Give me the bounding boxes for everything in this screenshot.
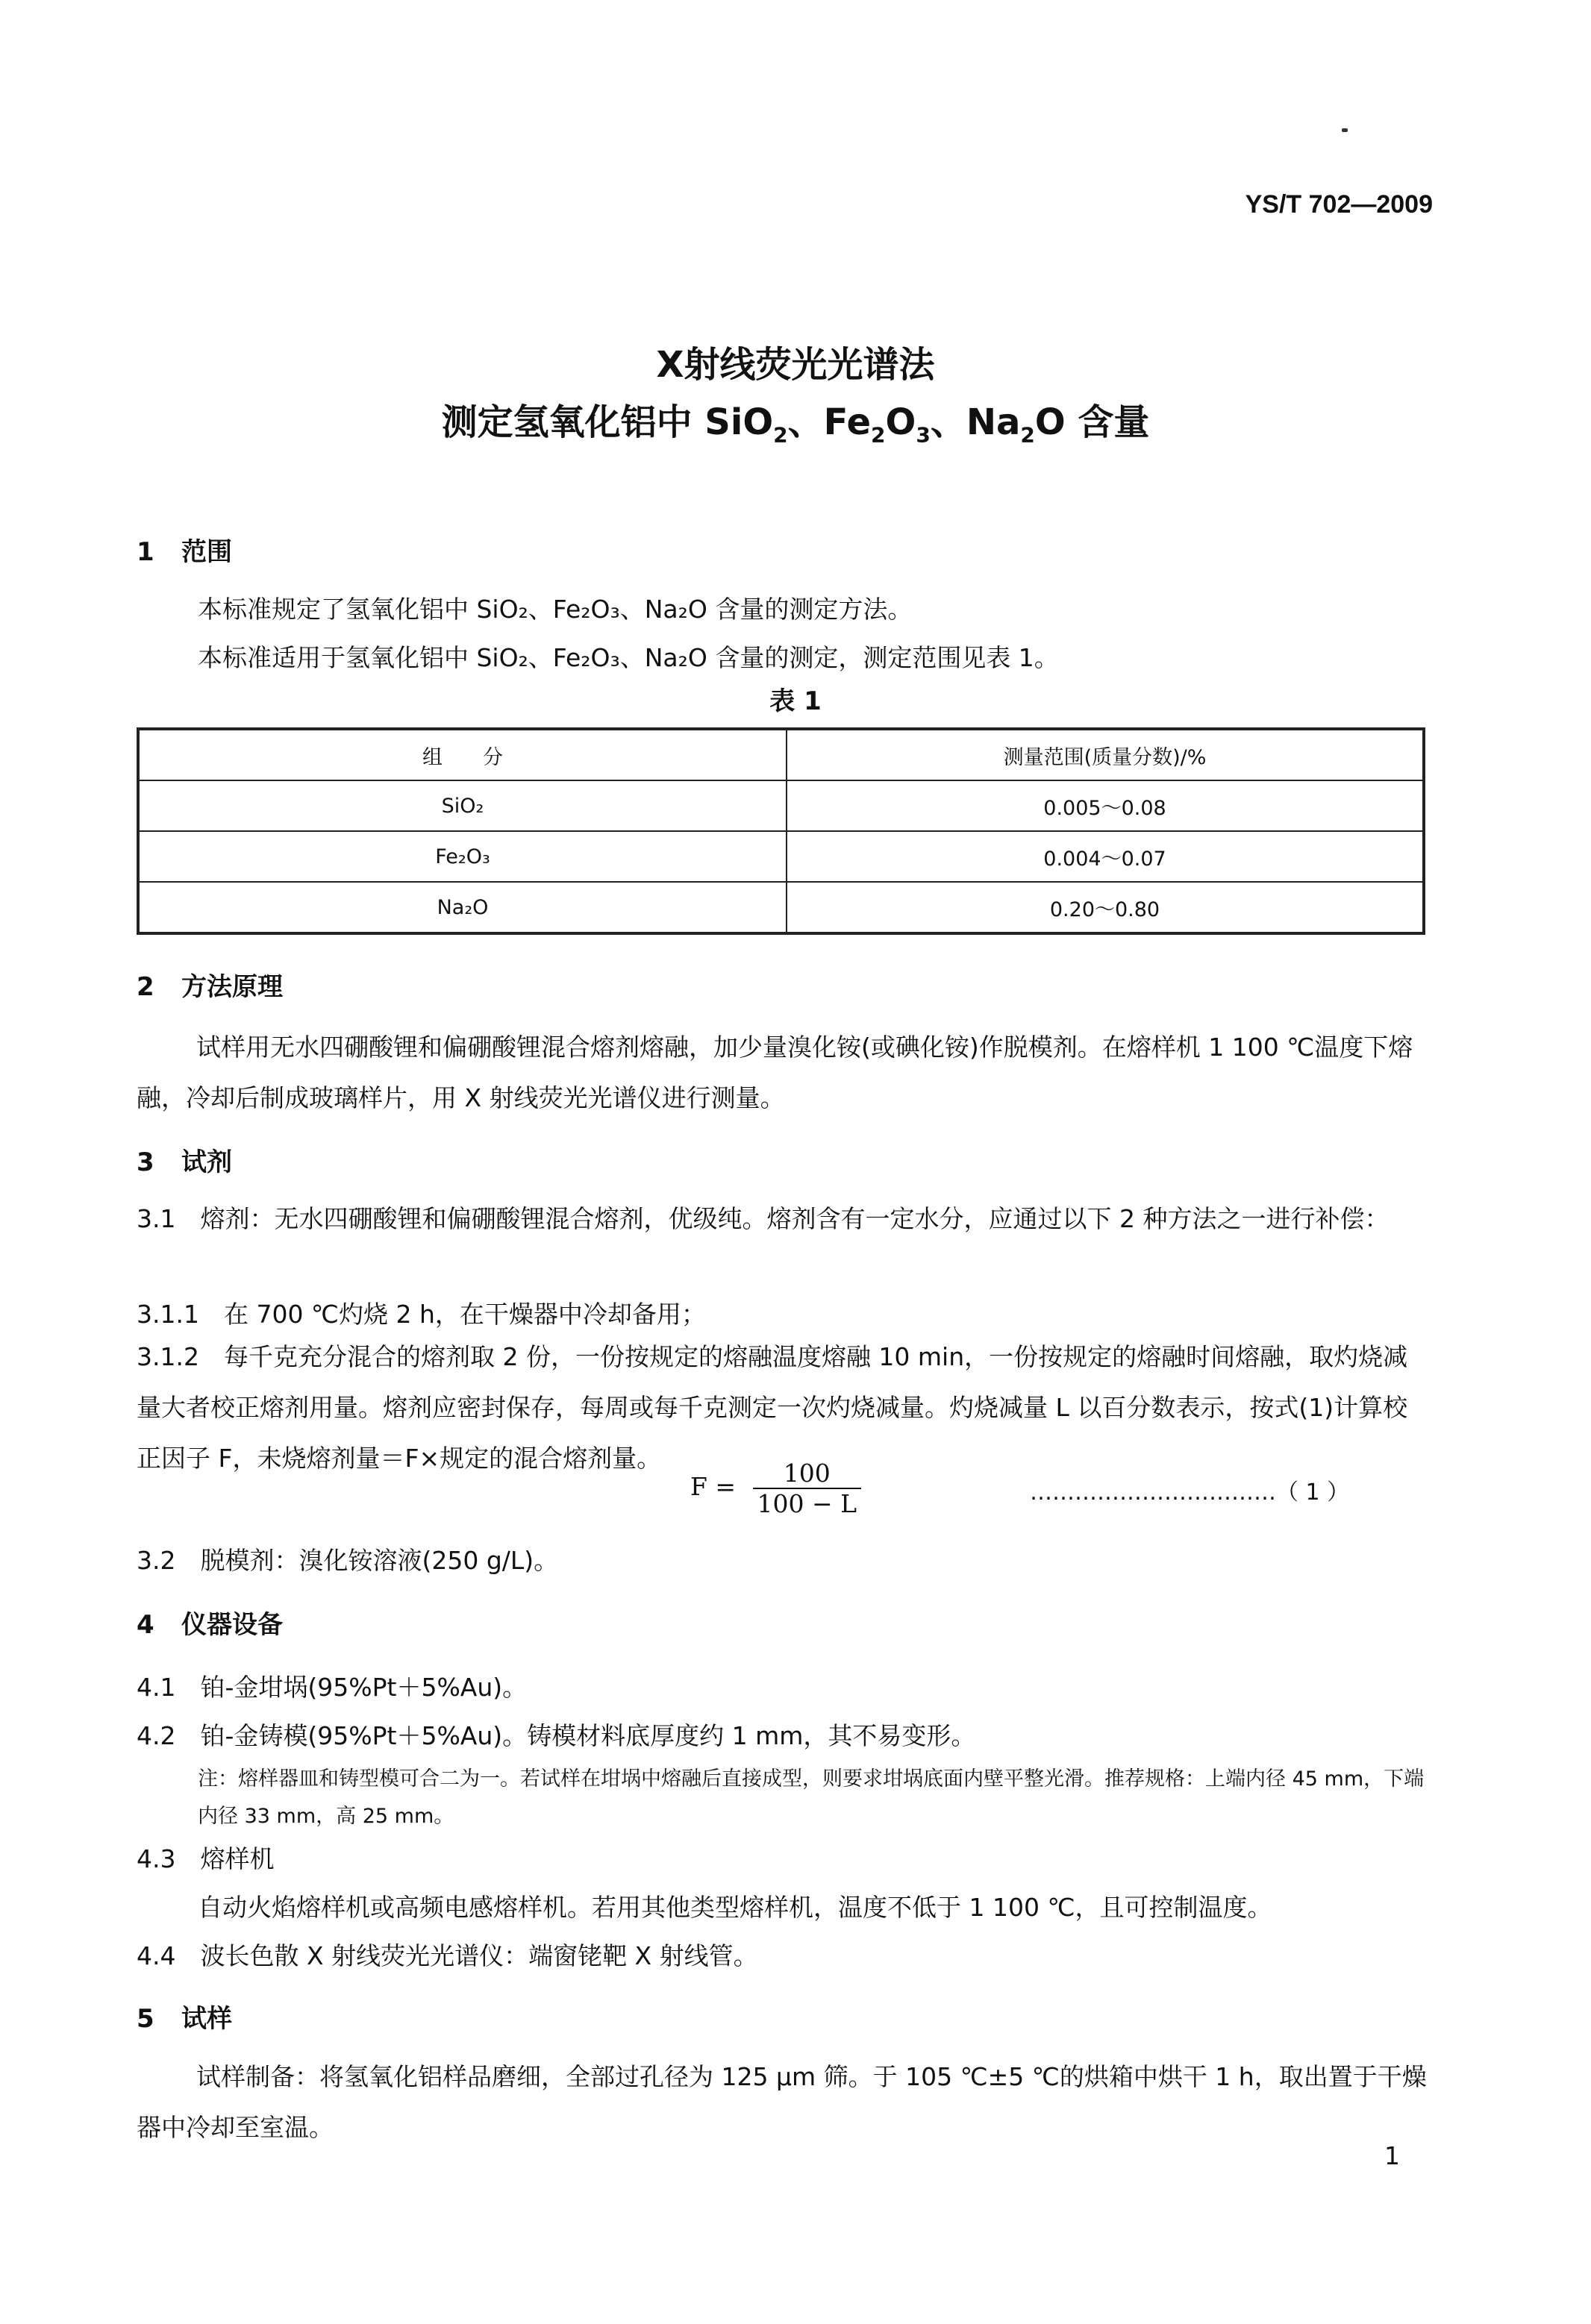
section-1-paragraph-2: 本标准适用于氢氧化铝中 SiO₂、Fe₂O₃、Na₂O 含量的测定，测定范围见表 1。 [198,643,1059,672]
scan-mark [1342,128,1348,132]
title-line2: 测定氢氧化铝中 SiO$_2$、$Fe_2O_3$、$Na_2O$ 含量 [441,401,1150,448]
table-cell-range: 0.004～0.07 [787,831,1424,882]
clause-3-1: 3.1 熔剂：无水四硼酸锂和偏硼酸锂混合熔剂，优级纯。熔剂含有一定水分，应通过以下 2 种方法之一进行补偿： [137,1204,1390,1233]
clause-4-4: 4.4 波长色散 X 射线荧光光谱仪：端窗铑靶 X 射线管。 [137,1941,758,1970]
table-cell-component: Fe₂O₃ [138,831,787,882]
table-1-caption: 表 1 [769,686,822,716]
clause-3-2: 3.2 脱模剂：溴化铵溶液(250 g/L)。 [137,1546,559,1575]
section-5-paragraph: 试样制备：将氢氧化铝样品磨细，全部过孔径为 125 μm 筛。于 105 ℃±5 ℃的烘箱中烘干 1 h，取出置于干燥器中冷却至室温。 [137,2062,1427,2142]
table-header-row [138,729,1424,780]
table-header-range: 测量范围(质量分数)/% [787,729,1424,780]
table-cell-component: Na₂O [138,882,787,933]
formula-numerator: 100 [753,1459,862,1489]
section-2-paragraph: 试样用无水四硼酸锂和偏硼酸锂混合熔剂熔融，加少量溴化铵(或碘化铵)作脱模剂。在熔样机 1 100 ℃温度下熔融，冷却后制成玻璃样片，用 X 射线荧光光谱仪进行测量。 [137,1033,1413,1112]
table-cell-range: 0.005～0.08 [787,780,1424,831]
formula-denominator: 100 − L [757,1489,857,1518]
note-4-2: 注：熔样器皿和铸型模可合二为一。若试样在坩埚中熔融后直接成型，则要求坩埚底面内壁平整光滑。推荐规格：上端内径 45 mm，下端内径 33 mm，高 25 mm。 [198,1767,1425,1828]
formula-1 [690,1459,861,1518]
table-header-component: 组 分 [138,729,787,780]
clause-4-2: 4.2 铂-金铸模(95%Pt＋5%Au)。铸模材料底厚度约 1 mm，其不易变形。 [137,1721,976,1750]
clause-4-1: 4.1 铂-金坩埚(95%Pt＋5%Au)。 [137,1673,528,1702]
table-cell-component: SiO₂ [138,780,787,831]
section-5-heading: 5 试样 [137,2004,232,2034]
title-line1: X射线荧光光谱法 [656,344,935,386]
formula-fraction [753,1459,862,1518]
table-row [138,831,1424,882]
section-4-heading: 4 仪器设备 [137,1610,283,1640]
section-1-paragraph-1: 本标准规定了氢氧化铝中 SiO₂、Fe₂O₃、Na₂O 含量的测定方法。 [198,595,913,624]
formula-lhs: F = [690,1472,737,1501]
formula-1-number: ……………………………（ 1 ） [1030,1479,1350,1506]
table-row [138,882,1424,933]
section-3-heading: 3 试剂 [137,1147,232,1177]
clause-4-3-title: 4.3 熔样机 [137,1844,275,1873]
table-1 [137,727,1425,935]
table-cell-range: 0.20～0.80 [787,882,1424,933]
section-2-heading: 2 方法原理 [137,972,283,1002]
page-number: 1 [1384,2141,1400,2170]
clause-3-1-1: 3.1.1 在 700 ℃灼烧 2 h，在干燥器中冷却备用； [137,1300,706,1329]
section-1-heading: 1 范围 [137,537,232,567]
standard-code: YS/T 702—2009 [1245,190,1433,219]
clause-4-3-body: 自动火焰熔样机或高频电感熔样机。若用其他类型熔样机，温度不低于 1 100 ℃，且可控制温度。 [198,1893,1272,1922]
table-row [138,780,1424,831]
clause-3-1-2: 3.1.2 每千克充分混合的熔剂取 2 份，一份按规定的熔融温度熔融 10 min，一份按规定的熔融时间熔融，取灼烧减量大者校正熔剂用量。熔剂应密封保存，每周或每千克测定一次灼烧减量。灼烧减量 L 以百分数表示，按式(1)计算校正因子 F，未烧熔剂量＝F×规定的混合熔剂量。 [137,1342,1408,1473]
